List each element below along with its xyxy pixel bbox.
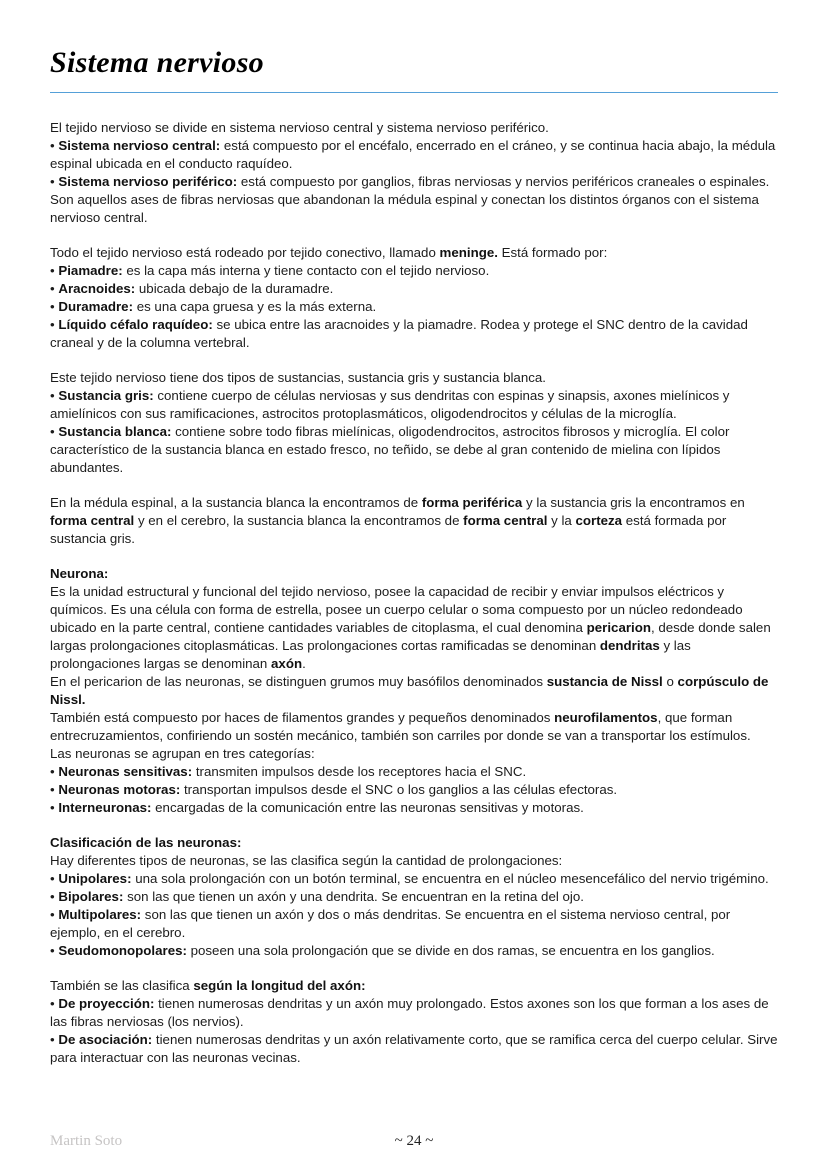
section-heading xyxy=(50,834,778,852)
text-line xyxy=(50,799,778,817)
bold-text-run: neurofilamentos xyxy=(554,710,658,725)
text-line xyxy=(50,173,778,227)
bold-text-run: axón xyxy=(271,656,303,671)
bold-text-run: corpúsculo de Nissl. xyxy=(50,674,769,707)
bold-text-run: Clasificación de las neuronas: xyxy=(50,835,242,850)
text-run: • xyxy=(50,996,59,1011)
text-line xyxy=(50,262,778,280)
paragraph-block xyxy=(50,834,778,960)
text-line xyxy=(50,280,778,298)
bold-text-run: Aracnoides: xyxy=(58,281,136,296)
bold-text-run: Duramadre: xyxy=(58,299,133,314)
text-line xyxy=(50,995,778,1031)
text-run: y las prolongaciones largas se denominan xyxy=(50,638,691,671)
text-run: • xyxy=(50,889,59,904)
bold-text-run: Multipolares: xyxy=(58,907,142,922)
text-run: • xyxy=(50,1032,59,1047)
text-line xyxy=(50,888,778,906)
text-run: • xyxy=(50,943,59,958)
text-run: • xyxy=(50,299,59,314)
paragraph-block xyxy=(50,494,778,548)
section-heading xyxy=(50,565,778,583)
text-run: es la capa más interna y tiene contacto con el tejido nervioso. xyxy=(122,263,490,278)
text-run: • xyxy=(50,263,59,278)
text-run: , desde donde salen largas prolongaciones citoplasmáticas. Las prolongaciones cortas ramificadas se denominan xyxy=(50,620,771,653)
paragraph-block xyxy=(50,369,778,477)
text-line xyxy=(50,137,778,173)
text-run: Hay diferentes tipos de neuronas, se las clasifica según la cantidad de prolongaciones: xyxy=(50,853,563,868)
text-run: Todo el tejido nervioso está rodeado por tejido conectivo, llamado xyxy=(50,245,440,260)
text-line xyxy=(50,316,778,352)
text-run: Es la unidad estructural y funcional del tejido nervioso, posee la capacidad de recibir y enviar impulsos eléctricos y químicos. Es una célula con forma de estrella, posee un cuerpo celular o soma compuesto por un núcleo redondeado ubicado en la parte central, contiene cantidades variables de citoplasma, el cual denomina xyxy=(50,584,743,635)
text-run: una sola prolongación con un botón terminal, se encuentra en el núcleo mesencefálico del nervio trigémino. xyxy=(131,871,769,886)
bold-text-run: Piamadre: xyxy=(58,263,123,278)
text-line xyxy=(50,369,778,387)
text-run: • xyxy=(50,174,59,189)
text-line xyxy=(50,781,778,799)
text-line xyxy=(50,870,778,888)
bold-text-run: Unipolares: xyxy=(58,871,132,886)
text-run: y en el cerebro, la sustancia blanca la encontramos de xyxy=(134,513,464,528)
text-run: ubicada debajo de la duramadre. xyxy=(135,281,334,296)
paragraph-block xyxy=(50,977,778,1067)
paragraph-block xyxy=(50,244,778,352)
bold-text-run: forma central xyxy=(50,513,135,528)
bold-text-run: Sustancia blanca: xyxy=(58,424,172,439)
text-line xyxy=(50,298,778,316)
bold-text-run: Interneuronas: xyxy=(58,800,152,815)
bold-text-run: Sistema nervioso periférico: xyxy=(58,174,238,189)
text-run: tienen numerosas dendritas y un axón relativamente corto, que se ramifica cerca del cuerpo celular. Sirve para interactuar con las neuronas vecinas. xyxy=(50,1032,778,1065)
text-line xyxy=(50,977,778,995)
text-run: También está compuesto por haces de filamentos grandes y pequeños denominados xyxy=(50,710,555,725)
bold-text-run: Sustancia gris: xyxy=(58,388,154,403)
text-run: poseen una sola prolongación que se divide en dos ramas, se encuentra en los ganglios. xyxy=(186,943,715,958)
footer-author: Martin Soto xyxy=(50,1133,123,1149)
text-line xyxy=(50,119,778,137)
document-header xyxy=(50,46,778,93)
text-run: • xyxy=(50,907,59,922)
text-run: contiene sobre todo fibras mielínicas, oligodendrocitos, astrocitos fibrosos y microglía. El color característico de la sustancia blanca en estado fresco, no teñido, se debe al gran contenido de mielina con lípidos abundantes. xyxy=(50,424,730,475)
bold-text-run: Bipolares: xyxy=(58,889,124,904)
text-line xyxy=(50,709,778,745)
title-divider xyxy=(50,92,778,93)
bold-text-run: corteza xyxy=(575,513,623,528)
text-line xyxy=(50,745,778,763)
text-run: El tejido nervioso se divide en sistema nervioso central y sistema nervioso periférico. xyxy=(50,120,549,135)
text-run: está compuesto por ganglios, fibras nerviosas y nervios periféricos craneales o espinales. Son aquellos ases de fibras nerviosas que abandonan la médula espinal y conectan los distintos órganos con el sistema nervioso central. xyxy=(50,174,770,225)
bold-text-run: Seudomonopolares: xyxy=(58,943,187,958)
bold-text-run: De proyección: xyxy=(58,996,155,1011)
text-line xyxy=(50,852,778,870)
bold-text-run: Neuronas sensitivas: xyxy=(58,764,193,779)
bold-text-run: según la longitud del axón: xyxy=(193,978,366,993)
document-body xyxy=(50,119,778,1067)
text-run: transmiten impulsos desde los receptores hacia el SNC. xyxy=(192,764,527,779)
text-line xyxy=(50,387,778,423)
text-run: • xyxy=(50,317,59,332)
bold-text-run: Neuronas motoras: xyxy=(58,782,181,797)
text-line xyxy=(50,763,778,781)
text-line xyxy=(50,244,778,262)
text-line xyxy=(50,906,778,942)
text-line xyxy=(50,494,778,548)
text-run: está formada por sustancia gris. xyxy=(50,513,727,546)
paragraph-block xyxy=(50,119,778,227)
text-run: • xyxy=(50,388,59,403)
text-run: También se las clasifica xyxy=(50,978,194,993)
text-run: • xyxy=(50,764,59,779)
footer-page-number: ~ 24 ~ xyxy=(394,1133,434,1149)
text-run: • xyxy=(50,871,59,886)
text-run: son las que tienen un axón y una dendrita. Se encuentran en la retina del ojo. xyxy=(123,889,584,904)
text-run: Este tejido nervioso tiene dos tipos de sustancias, sustancia gris y sustancia blanca. xyxy=(50,370,546,385)
bold-text-run: forma central xyxy=(463,513,548,528)
bold-text-run: Líquido céfalo raquídeo: xyxy=(58,317,213,332)
text-run: Está formado por: xyxy=(497,245,608,260)
bold-text-run: Neurona: xyxy=(50,566,109,581)
text-run: , que forman entrecruzamientos, confiriendo un sostén mecánico, también son carriles por donde se van a transportar los estímulos. xyxy=(50,710,751,743)
text-run: • xyxy=(50,138,59,153)
text-run: • xyxy=(50,782,59,797)
text-line xyxy=(50,942,778,960)
text-run: y la sustancia gris la encontramos en xyxy=(522,495,745,510)
text-line xyxy=(50,1031,778,1067)
bold-text-run: pericarion xyxy=(586,620,651,635)
text-line xyxy=(50,423,778,477)
text-run: se ubica entre las aracnoides y la piamadre. Rodea y protege el SNC dentro de la cavidad craneal y de la columna vertebral. xyxy=(50,317,748,350)
text-run: transportan impulsos desde el SNC o los ganglios a las células efectoras. xyxy=(180,782,618,797)
text-run: • xyxy=(50,800,59,815)
text-run: y la xyxy=(547,513,576,528)
text-line xyxy=(50,673,778,709)
text-run: tienen numerosas dendritas y un axón muy prolongado. Estos axones son los que forman a los ases de las fibras nerviosas (los nervios). xyxy=(50,996,769,1029)
text-line xyxy=(50,583,778,673)
paragraph-block xyxy=(50,565,778,817)
page-title: Sistema nervioso xyxy=(50,46,264,79)
bold-text-run: meninge. xyxy=(439,245,498,260)
text-run: encargadas de la comunicación entre las neuronas sensitivas y motoras. xyxy=(151,800,584,815)
bold-text-run: dendritas xyxy=(599,638,660,653)
text-run: es una capa gruesa y es la más externa. xyxy=(133,299,377,314)
text-run: . xyxy=(302,656,306,671)
text-run: son las que tienen un axón y dos o más dendritas. Se encuentra en el sistema nervioso central, por ejemplo, en el cerebro. xyxy=(50,907,731,940)
text-run: En el pericarion de las neuronas, se distinguen grumos muy basófilos denominados xyxy=(50,674,547,689)
bold-text-run: Sistema nervioso central: xyxy=(58,138,221,153)
text-run: Las neuronas se agrupan en tres categorías: xyxy=(50,746,315,761)
text-run: contiene cuerpo de células nerviosas y sus dendritas con espinas y sinapsis, axones mielínicos y amielínicos con sus ramificaciones, astrocitos protoplasmáticos, oligodendrocitos y células de la microglía. xyxy=(50,388,730,421)
page-footer xyxy=(50,1131,778,1151)
bold-text-run: sustancia de Nissl xyxy=(546,674,663,689)
text-run: En la médula espinal, a la sustancia blanca la encontramos de xyxy=(50,495,422,510)
bold-text-run: forma periférica xyxy=(421,495,523,510)
bold-text-run: De asociación: xyxy=(58,1032,153,1047)
text-run: • xyxy=(50,424,59,439)
text-run: o xyxy=(662,674,678,689)
text-run: está compuesto por el encéfalo, encerrado en el cráneo, y se continua hacia abajo, la médula espinal ubicada en el conducto raquídeo. xyxy=(50,138,776,171)
text-run: • xyxy=(50,281,59,296)
